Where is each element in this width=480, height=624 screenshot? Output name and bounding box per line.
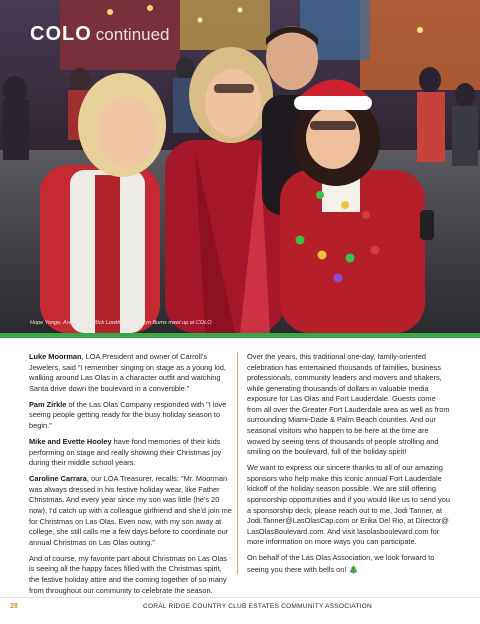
paragraph bbox=[247, 463, 450, 548]
speaker-name: Caroline Carrara bbox=[29, 474, 87, 484]
paragraph bbox=[29, 554, 232, 596]
publication-name: CORAL RIDGE COUNTRY CLUB ESTATES COMMUNITY ASSOCIATION bbox=[143, 603, 372, 610]
paragraph bbox=[247, 553, 450, 575]
paragraph bbox=[29, 437, 232, 469]
paragraph-text: On behalf of the Las Olas Association, we look forward to seeing you there with bells on! bbox=[247, 553, 435, 574]
paragraph-text: , our LOA Treasurer, recalls: "Mr. Moorman was always dressed in his festive holiday wear, like Father Christmas. And every year since my son was little (he's 20 now), I'd catch up with a colleague girlfriend and she'd join me for Christmas on Las Olas. Even now, with my son away at college, she still calls me a few days before to coordinate our annual Christmas on Las Olas outing." bbox=[29, 474, 232, 547]
speaker-name: Mike and Evette Hooley bbox=[29, 437, 112, 447]
paragraph-text: , LOA President and owner of Carroll's Jewelers, said "I remember singing on stage as a young kid, walking around Las Olas in a character outfit and watching Santa drive down the boulevard in a convertible." bbox=[29, 352, 226, 393]
right-column bbox=[247, 352, 450, 581]
section-header bbox=[30, 23, 170, 46]
paragraph-text: We want to express our sincere thanks to all of our amazing sponsors who help make this iconic annual Fort Lauderdale kickoff of the holiday season possible. We are still offering sponsorship opportunities and if you would like us to send you a sponsorship deck, please reach out to me, Jodi Tanner, at Jodi.Tanner@LasOlasCap.com or Erika Del Rio, at Director@ LasOlasBoulevard.com. And visit lasolasboulevard.com for more information on more ways you can participate. bbox=[247, 463, 450, 547]
paragraph bbox=[29, 400, 232, 432]
speaker-name: Pam Zirkle bbox=[29, 399, 67, 409]
christmas-tree-icon: 🎄 bbox=[348, 564, 359, 574]
left-column bbox=[29, 352, 232, 602]
photo-caption: Hope Yonge, Ann Moody, Rick Lowther & Carolyn Burns meet up at COLO bbox=[30, 320, 212, 326]
paragraph-text: And of course, my favorite part about Christmas on Las Olas is seeing all the happy faces filled with the Christmas spirit, the festive holiday attire and the coming together of so many from throughout our community to celebrate the season. bbox=[29, 553, 227, 595]
paragraph bbox=[247, 352, 450, 458]
page-number: 28 bbox=[10, 603, 18, 610]
paragraph-text: of the Las Olas Company responded with "I love seeing people getting ready for the busy holiday season to begin." bbox=[29, 399, 227, 430]
accent-bar bbox=[0, 333, 480, 338]
section-title: COLO bbox=[30, 23, 92, 45]
column-divider bbox=[237, 352, 238, 574]
paragraph bbox=[29, 352, 232, 394]
paragraph bbox=[29, 474, 232, 548]
paragraph-text: Over the years, this traditional one-day, family-oriented celebration has entertained thousands of families, business professionals, community leaders and movers and shakers, while generating thousands of dollars in valuable media exposure for Las Olas and Fort Lauderdale. Guests come from all over the Greater Fort Lauderdale area as well as from surrounding Miami-Dade & Palm Beach counties. And our seasonal visitors who happen to be here at the time are wowed by seeing tens of thousands of people strolling and smiling on the boulevard, full of the holiday spirit! bbox=[247, 352, 450, 457]
speaker-name: Luke Moorman bbox=[29, 352, 82, 361]
footer-rule bbox=[0, 597, 480, 598]
paragraph-text: have fond memories of their kids performing on stage and really showing their Christmas joy during their middle school years. bbox=[29, 437, 222, 468]
section-subtitle: continued bbox=[95, 25, 170, 44]
